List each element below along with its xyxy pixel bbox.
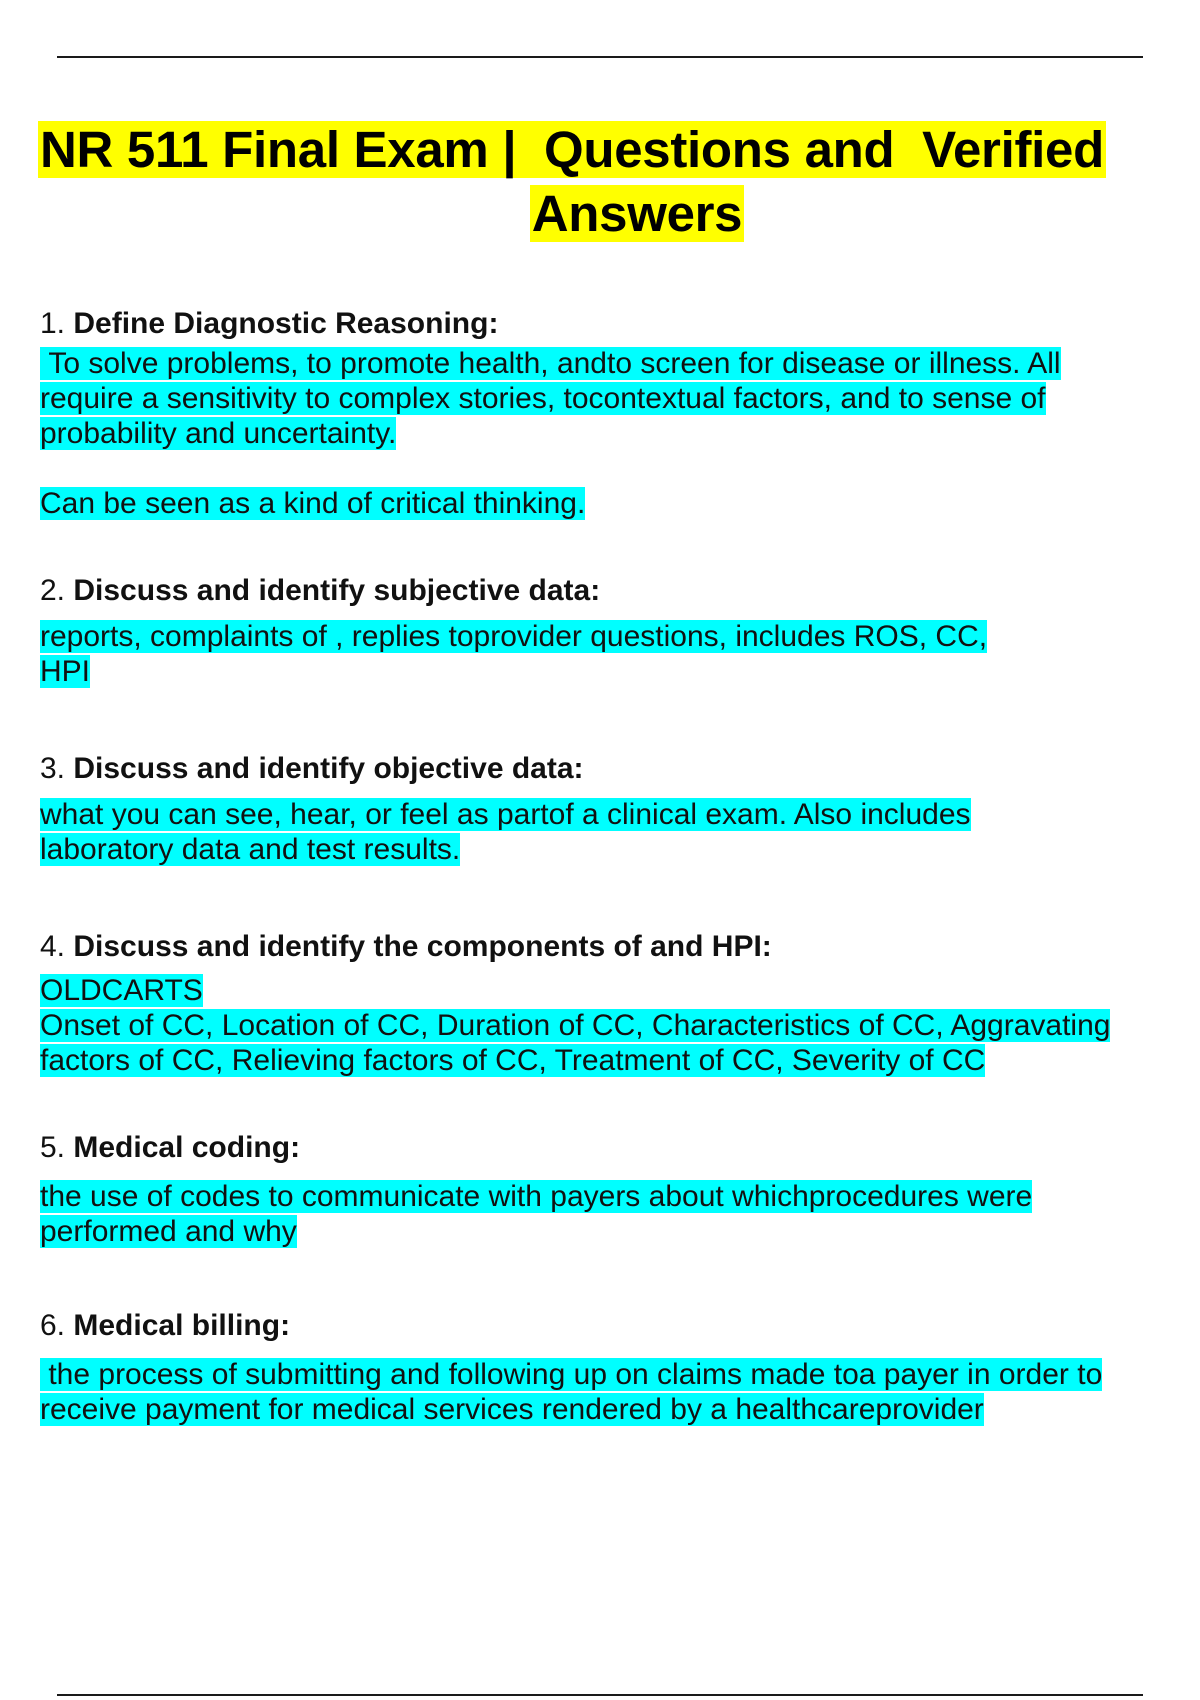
answer-2 [40, 619, 1190, 689]
answer-line: laboratory data and test results. [40, 833, 461, 866]
question-text: Define Diagnostic Reasoning: [73, 307, 499, 340]
question-2 [40, 573, 1190, 609]
question-number: 3. [40, 752, 66, 785]
answer-line: require a sensitivity to complex stories, tocontextual factors, and to sense of [40, 382, 1046, 415]
question-text: Discuss and identify objective data: [73, 752, 584, 785]
document-title [38, 118, 1198, 246]
title-line-1: NR 511 Final Exam | Questions and Verified [40, 121, 1104, 178]
answer-5 [40, 1179, 1190, 1249]
answer-line: Onset of CC, Location of CC, Duration of CC, Characteristics of CC, Aggravating [40, 1009, 1111, 1042]
question-number: 4. [40, 930, 66, 963]
question-text: Discuss and identify the components of and HPI: [73, 930, 772, 963]
question-text: Medical billing: [73, 1309, 291, 1342]
question-number: 6. [40, 1309, 66, 1342]
qa-item-6 [40, 1308, 1190, 1427]
answer-line: Can be seen as a kind of critical thinking. [40, 487, 586, 520]
question-6 [40, 1308, 1190, 1344]
answer-line: the use of codes to communicate with payers about whichprocedures were [40, 1180, 1033, 1213]
answer-line: performed and why [40, 1215, 297, 1248]
question-number: 2. [40, 574, 66, 607]
answer-line: what you can see, hear, or feel as partof a clinical exam. Also includes [40, 798, 971, 831]
question-number: 1. [40, 307, 66, 340]
question-3 [40, 751, 1190, 787]
answer-1 [40, 346, 1190, 451]
answer-line: receive payment for medical services rendered by a healthcareprovider [40, 1393, 984, 1426]
title-line-2: Answers [531, 185, 743, 242]
answer-3 [40, 797, 1190, 867]
question-4 [40, 929, 1190, 965]
answer-4 [40, 973, 1190, 1078]
bottom-rule [57, 1694, 1143, 1696]
question-text: Discuss and identify subjective data: [73, 574, 601, 607]
answer-line: reports, complaints of , replies toprovider questions, includes ROS, CC, [40, 620, 988, 653]
question-text: Medical coding: [73, 1131, 301, 1164]
qa-item-4 [40, 929, 1190, 1078]
question-1 [40, 306, 1190, 342]
answer-6 [40, 1357, 1190, 1427]
qa-item-1 [40, 306, 1190, 521]
qa-item-2 [40, 573, 1190, 689]
answer-line: To solve problems, to promote health, andto screen for disease or illness. All [40, 347, 1061, 380]
question-number: 5. [40, 1131, 66, 1164]
qa-item-3 [40, 751, 1190, 867]
question-5 [40, 1130, 1190, 1166]
answer-line: the process of submitting and following up on claims made toa payer in order to [40, 1358, 1103, 1391]
answer-line: OLDCARTS [40, 974, 203, 1007]
answer-line: factors of CC, Relieving factors of CC, Treatment of CC, Severity of CC [40, 1044, 986, 1077]
qa-item-5 [40, 1130, 1190, 1249]
top-rule [57, 56, 1143, 58]
answer-1-extra [40, 486, 1190, 521]
answer-line: probability and uncertainty. [40, 417, 397, 450]
answer-line: HPI [40, 655, 91, 688]
